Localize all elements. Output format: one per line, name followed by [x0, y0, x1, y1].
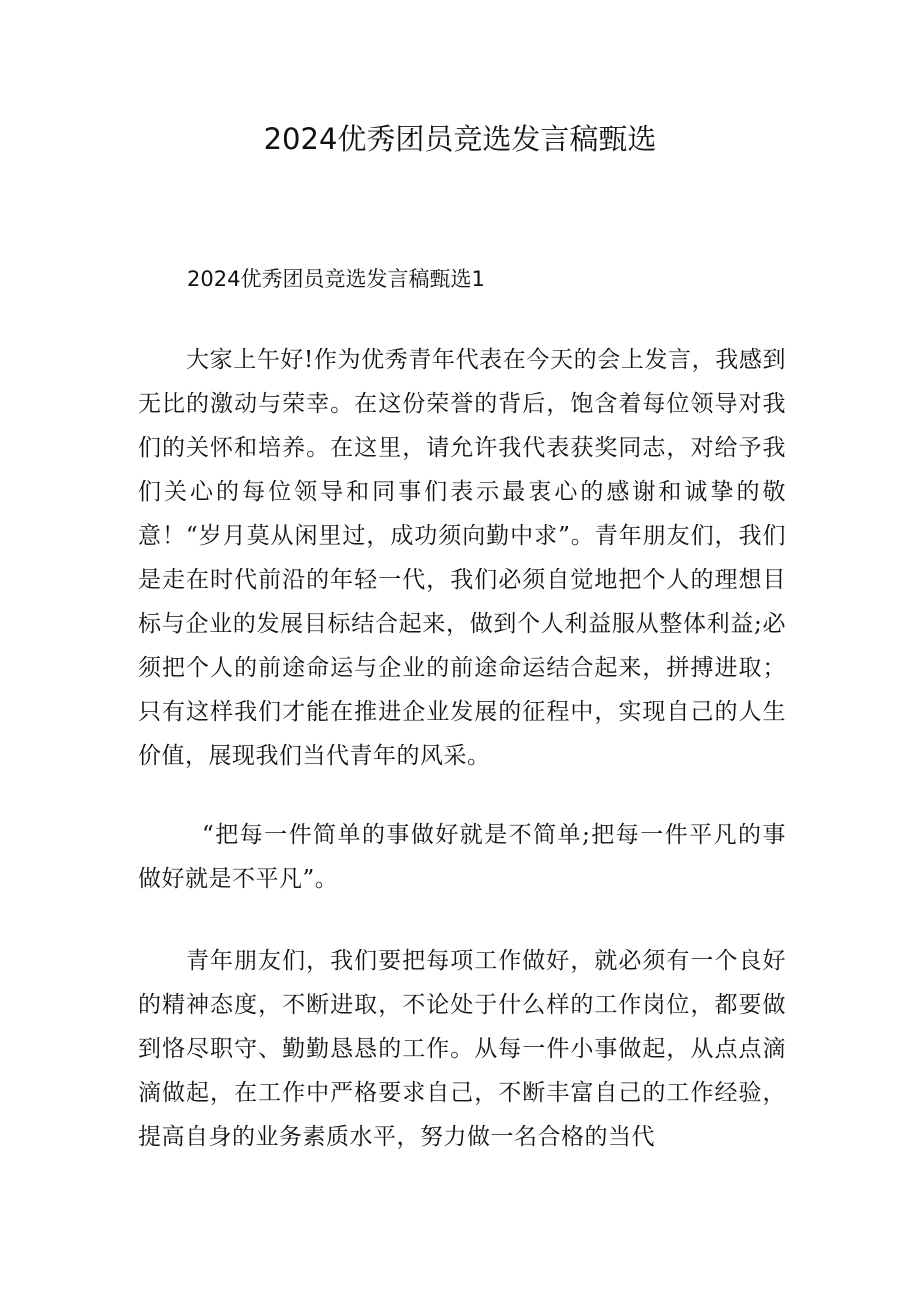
document-title: 2024优秀团员竞选发言稿甄选 — [263, 122, 657, 156]
paragraph-2: “把每一件简单的事做好就是不简单;把每一件平凡的事做好就是不平凡”。 — [138, 822, 786, 892]
section-heading: 2024优秀团员竞选发言稿甄选1 — [187, 267, 485, 291]
paragraph-3: 青年朋友们，我们要把每项工作做好，就必须有一个良好的精神态度，不断进取，不论处于什么样的工作岗位，都要做到恪尽职守、勤勤恳恳的工作。从每一件小事做起，从点点滴滴做起，在工作中严格要求自己，不断丰富自己的工作经验，提高自身的业务素质水平，努力做一名合格的当代 — [138, 948, 786, 1150]
paragraph-1: 大家上午好!作为优秀青年代表在今天的会上发言，我感到无比的激动与荣幸。在这份荣誉的背后，饱含着每位领导对我们的关怀和培养。在这里，请允许我代表获奖同志，对给予我们关心的每位领导和同事们表示最衷心的感谢和诚挚的敬意！“岁月莫从闲里过，成功须向勤中求”。青年朋友们，我们是走在时代前沿的年轻一代，我们必须自觉地把个人的理想目标与企业的发展目标结合起来，做到个人利益服从整体利益;必须把个人的前途命运与企业的前途命运结合起来，拼搏进取；只有这样我们才能在推进企业发展的征程中，实现自己的人生价值，展现我们当代青年的风采。 — [138, 347, 786, 769]
